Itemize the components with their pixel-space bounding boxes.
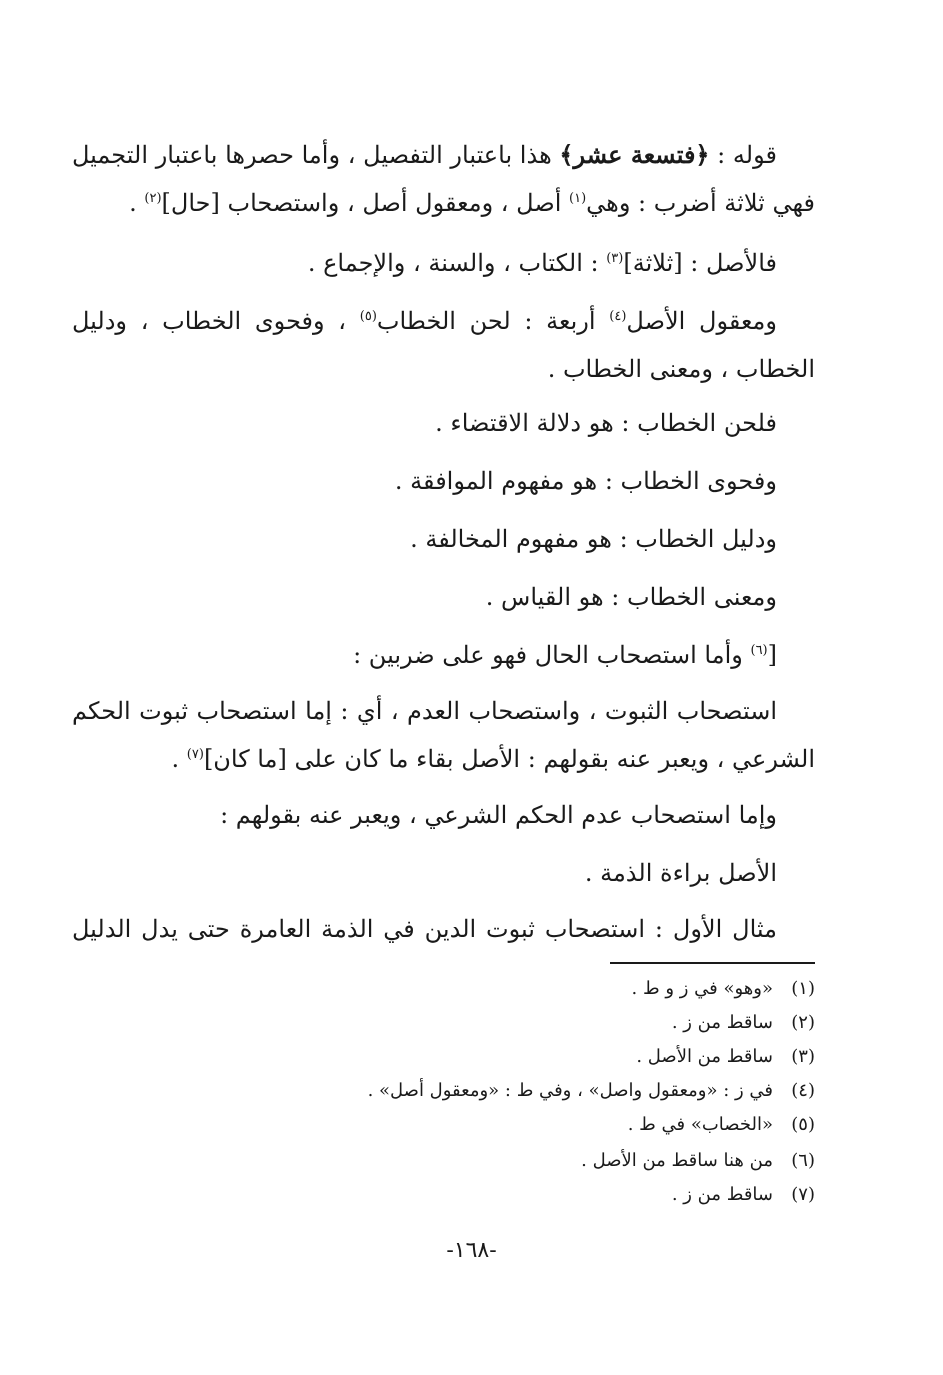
footnote-ref: (٦) (750, 643, 768, 658)
page-number: -١٦٨- (446, 1238, 497, 1263)
text-segment: ودليل الخطاب : هو مفهوم المخالفة . (410, 525, 777, 553)
text-line (72, 798, 777, 832)
text-line (110, 352, 815, 386)
text-segment: الشرعي ، ويعبر عنه بقولهم : الأصل بقاء ما كان على [ما كان] (203, 745, 815, 773)
footnote-ref: (١) (569, 191, 587, 206)
footnote-text: «الخصاب» في ط . (627, 1114, 773, 1135)
text-line (72, 304, 777, 338)
text-segment: هذا باعتبار التفصيل ، وأما حصرها باعتبار التجميل (72, 141, 560, 169)
footnote-ref: (٣) (606, 251, 624, 266)
text-segment: . (129, 189, 145, 217)
footnote-number: (٣) (791, 1046, 815, 1067)
text-segment: : الكتاب ، والسنة ، والإجماع . (307, 249, 607, 277)
footnote-number: (٥) (791, 1114, 815, 1135)
text-segment: ، وفحوى الخطاب ، ودليل (72, 307, 360, 335)
text-line (110, 742, 815, 776)
text-line (72, 138, 777, 172)
footnote-ref: (٧) (186, 747, 204, 762)
text-segment: [ (767, 641, 777, 669)
footnote-text: ساقط من الأصل . (636, 1046, 773, 1067)
footnote (110, 1112, 815, 1138)
text-segment: الأصل براءة الذمة . (584, 859, 777, 887)
text-line (72, 856, 777, 890)
footnote-text: ساقط من ز . (671, 1184, 773, 1205)
footnote (110, 1182, 815, 1208)
footnote-text: من هنا ساقط من الأصل . (581, 1150, 773, 1171)
footnote-separator (610, 962, 815, 964)
text-line (110, 186, 815, 220)
footnote (110, 1078, 815, 1104)
footnote-text: «وهو» في ز و ط . (631, 978, 773, 999)
text-line (72, 464, 777, 498)
footnote-number: (٧) (791, 1184, 815, 1205)
footnote-text: في ز : «ومعقول واصل» ، وفي ط : «ومعقول أصل» . (367, 1080, 773, 1101)
text-line (72, 580, 777, 614)
text-segment: فلحن الخطاب : هو دلالة الاقتضاء . (435, 409, 777, 437)
text-segment: أربعة : لحن الخطاب (376, 307, 610, 335)
text-segment: ومعقول الأصل (626, 307, 778, 335)
text-segment: الخطاب ، ومعنى الخطاب . (547, 355, 815, 383)
footnote-ref: (٥) (359, 309, 377, 324)
footnote-number: (١) (791, 978, 815, 999)
text-segment: ومعنى الخطاب : هو القياس . (485, 583, 777, 611)
text-line (72, 406, 777, 440)
footnote-text: ساقط من ز . (671, 1012, 773, 1033)
text-segment: وفحوى الخطاب : هو مفهوم الموافقة . (394, 467, 777, 495)
footnote (110, 1010, 815, 1036)
footnote-ref: (٢) (144, 191, 162, 206)
footnote (110, 1044, 815, 1070)
quran-quote: ﴿فتسعة عشر﴾ (559, 140, 710, 169)
footnote-number: (٤) (791, 1080, 815, 1101)
text-segment: فهي ثلاثة أضرب : وهي (586, 189, 815, 217)
text-segment: وإما استصحاب عدم الحكم الشرعي ، ويعبر عنه بقولهم : (220, 801, 777, 829)
footnote-ref: (٤) (609, 309, 627, 324)
text-segment: مثال الأول : استصحاب ثبوت الدين في الذمة العامرة حتى يدل الدليل (72, 915, 777, 943)
text-segment: . (171, 745, 187, 773)
text-segment: وأما استصحاب الحال فهو على ضربين : (353, 641, 751, 669)
text-segment: أصل ، ومعقول أصل ، واستصحاب [حال] (161, 189, 570, 217)
footnote (110, 976, 815, 1002)
text-line (72, 638, 777, 672)
text-segment: فالأصل : [ثلاثة] (623, 249, 777, 277)
text-line (72, 912, 777, 946)
footnote-number: (٢) (791, 1012, 815, 1033)
text-segment: استصحاب الثبوت ، واستصحاب العدم ، أي : إما استصحاب ثبوت الحكم (72, 697, 777, 725)
text-segment: قوله : (709, 141, 777, 169)
text-line (72, 246, 777, 280)
text-line (72, 694, 777, 728)
text-line (72, 522, 777, 556)
footnote-number: (٦) (791, 1150, 815, 1171)
footnote (110, 1148, 815, 1174)
